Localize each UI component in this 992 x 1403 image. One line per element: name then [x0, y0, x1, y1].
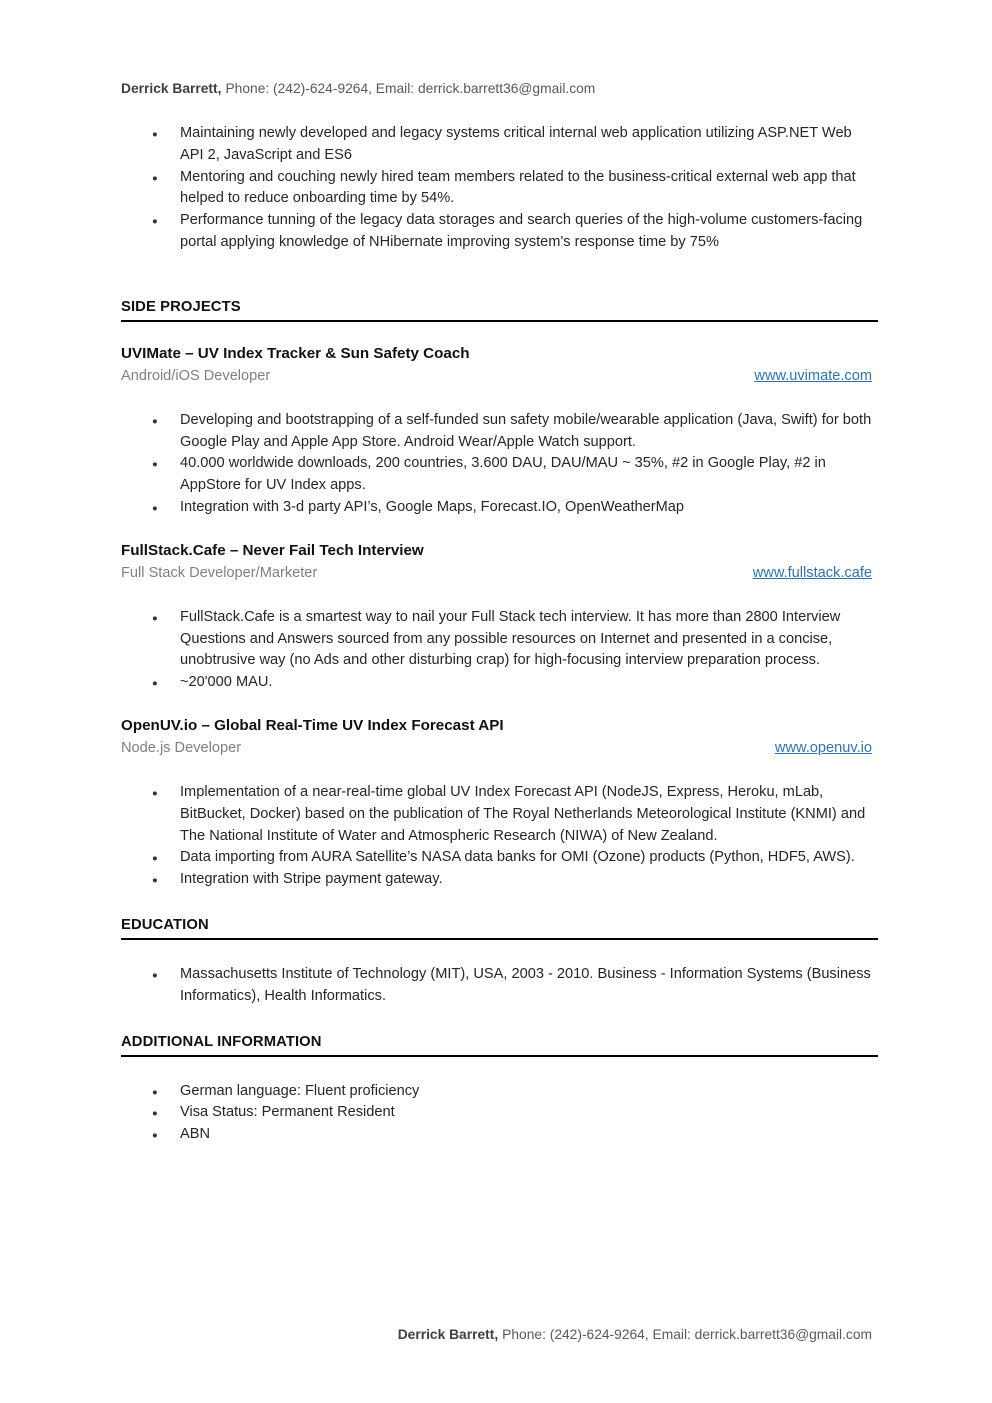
project-title-openuv: OpenUV.io – Global Real-Time UV Index Forecast API — [121, 716, 504, 734]
bullet-item: ● Massachusetts Institute of Technology (MIT), USA, 2003 - 2010. Business - Information Systems (Business Informatics), Health Informatics. — [121, 964, 872, 1008]
bullet-item: ● Integration with 3-d party API’s, Google Maps, Forecast.IO, OpenWeatherMap — [121, 497, 872, 519]
bullet-item: ● Maintaining newly developed and legacy systems critical internal web application utilizing ASP.NET Web API 2, JavaScript and ES6 — [121, 123, 872, 167]
footer-contact: Phone: (242)-624-9264, Email: derrick.barrett36@gmail.com — [502, 1327, 872, 1342]
project-meta — [121, 565, 872, 582]
bullet-item: ● Integration with Stripe payment gateway. — [121, 869, 872, 891]
resume-content — [121, 0, 872, 1146]
project-role: Full Stack Developer/Marketer — [121, 564, 318, 581]
bullet-item: ● German language: Fluent proficiency — [121, 1081, 872, 1103]
bullet-item: ● Performance tunning of the legacy data storages and search queries of the high-volume customers-facing portal applying knowledge of NHibernate improving system's response time by 75% — [121, 210, 872, 254]
section-title: EDUCATION — [121, 916, 209, 933]
project-link-uvimate[interactable]: www.uvimate.com — [754, 367, 872, 384]
bullet-item: ● Data importing from AURA Satellite’s NASA data banks for OMI (Ozone) products (Python, HDF5, AWS). — [121, 847, 872, 869]
bullet-item: ● Developing and bootstrapping of a self-funded sun safety mobile/wearable application (Java, Swift) for both Google Play and Apple App Store. Android Wear/Apple Watch support. — [121, 410, 872, 454]
project-bullet-list — [121, 782, 872, 891]
experience-bullet-list — [121, 123, 872, 254]
page-header — [121, 80, 872, 97]
bullet-item: ● Mentoring and couching newly hired team members related to the business-critical external web app that helped to reduce onboarding time by 54%. — [121, 167, 872, 211]
education-bullet-list — [121, 964, 872, 1008]
project-role: Android/iOS Developer — [121, 367, 271, 384]
project-bullet-list — [121, 410, 872, 519]
section-heading-education — [121, 917, 878, 940]
header-name: Derrick Barrett, — [121, 81, 222, 96]
section-title: ADDITIONAL INFORMATION — [121, 1033, 322, 1050]
bullet-item: ● FullStack.Cafe is a smartest way to nail your Full Stack tech interview. It has more than 2800 Interview Questions and Answers sourced from any possible resources on Internet and presented in a concise, unobtrusive way (no Ads and other disturbing crap) for high-focusing interview preparation process. — [121, 607, 872, 672]
project-meta — [121, 368, 872, 385]
bullet-item: ● 40.000 worldwide downloads, 200 countries, 3.600 DAU, DAU/MAU ~ 35%, #2 in Google Play, #2 in AppStore for UV Index apps. — [121, 453, 872, 497]
footer-name: Derrick Barrett, — [397, 1327, 499, 1342]
bullet-item: ● ~20'000 MAU. — [121, 672, 872, 694]
project-link-openuv[interactable]: www.openuv.io — [774, 739, 872, 756]
bullet-item: ● ABN — [121, 1124, 872, 1146]
project-link-fullstack-cafe[interactable]: www.fullstack.cafe — [752, 564, 872, 581]
project-title-uvimate: UVIMate – UV Index Tracker & Sun Safety Coach — [121, 344, 470, 362]
section-heading-side-projects — [121, 299, 878, 322]
additional-information-bullet-list — [121, 1081, 872, 1146]
bullet-item: ● Implementation of a near-real-time global UV Index Forecast API (NodeJS, Express, Heroku, mLab, BitBucket, Docker) based on the publication of The Royal Netherlands Meteorological Institute (KNMI) and The National Institute of Water and Atmospheric Research (NIWA) of New Zealand. — [121, 782, 872, 847]
project-title-fullstack-cafe: FullStack.Cafe – Never Fail Tech Interview — [121, 541, 424, 559]
project-bullet-list — [121, 607, 872, 694]
bullet-item: ● Visa Status: Permanent Resident — [121, 1102, 872, 1124]
header-contact: Phone: (242)-624-9264, Email: derrick.barrett36@gmail.com — [225, 81, 596, 96]
section-heading-additional-information — [121, 1034, 878, 1057]
page-footer — [398, 1327, 872, 1342]
project-meta — [121, 740, 872, 757]
project-role: Node.js Developer — [121, 739, 242, 756]
section-title: SIDE PROJECTS — [121, 298, 241, 315]
